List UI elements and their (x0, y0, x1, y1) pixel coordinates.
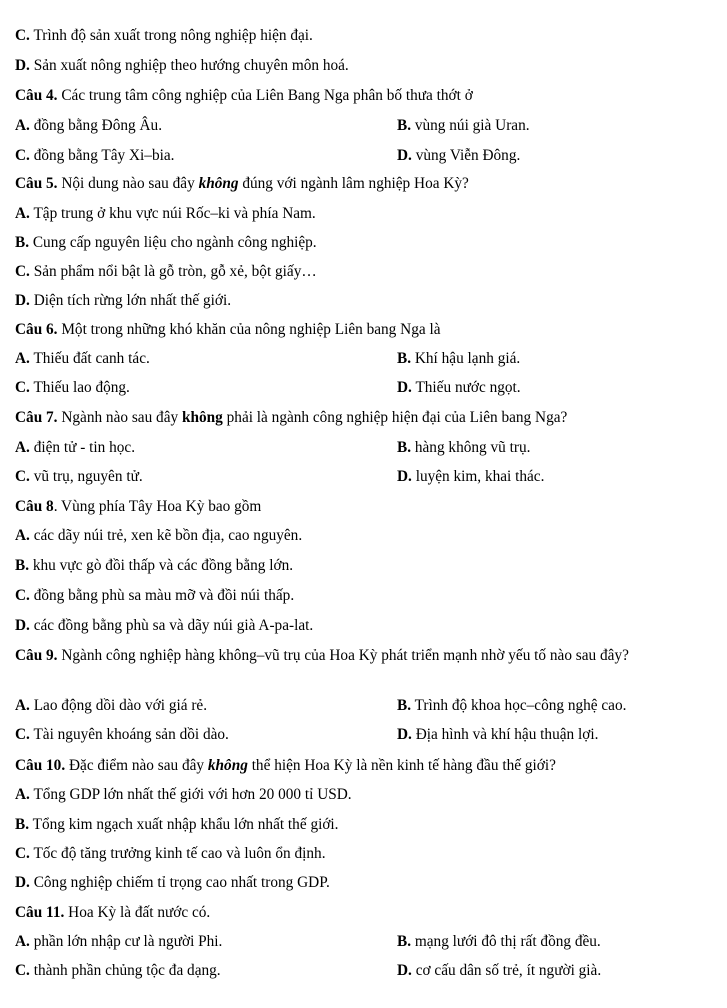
option-text: Lao động dồi dào với giá rẻ. (33, 697, 208, 714)
q9-option-c (15, 725, 229, 745)
option-text: luyện kim, khai thác. (415, 468, 545, 485)
question-text: Đặc điểm nào sau đây (68, 757, 205, 774)
q7-option-b (397, 438, 530, 458)
option-letter: C. (15, 27, 30, 44)
question-10 (15, 756, 556, 776)
q11-option-a (15, 932, 222, 952)
option-text: Sản phẩm nổi bật là gỗ tròn, gỗ xẻ, bột giấy… (33, 263, 317, 280)
q10-option-a (15, 785, 352, 805)
option-text: các dãy núi trẻ, xen kẽ bồn địa, cao nguyên. (33, 527, 303, 544)
option-text: Tổng GDP lớn nhất thế giới với hơn 20 000 tỉ USD. (33, 786, 352, 803)
q11-option-b (397, 932, 601, 952)
option-letter: D. (397, 379, 412, 396)
q4-option-b (397, 116, 530, 136)
q6-option-d (397, 378, 521, 398)
question-label: Câu 9. (15, 647, 58, 664)
q11-option-d (397, 961, 601, 981)
option-letter: B. (397, 439, 412, 456)
option-letter: C. (15, 468, 30, 485)
q8-option-d (15, 616, 313, 636)
q5-option-a (15, 204, 316, 224)
q6-option-a (15, 349, 150, 369)
option-text: hàng không vũ trụ. (414, 439, 531, 456)
option-letter: D. (15, 874, 30, 891)
option-text: các đồng bằng phù sa và dãy núi già A-pa-lat. (33, 617, 314, 634)
q7-option-d (397, 467, 544, 487)
q4-option-a (15, 116, 162, 136)
question-5 (15, 174, 469, 194)
q10-option-b (15, 815, 339, 835)
option-letter: A. (15, 350, 30, 367)
option-letter: D. (397, 147, 412, 164)
option-text: Trình độ sản xuất trong nông nghiệp hiện đại. (33, 27, 313, 44)
question-label: Câu 11. (15, 904, 65, 921)
option-text: Trình độ khoa học–công nghệ cao. (414, 697, 627, 714)
option-letter: B. (15, 816, 30, 833)
option-text: Địa hình và khí hậu thuận lợi. (415, 726, 599, 743)
option-letter: D. (15, 57, 30, 74)
option-text: Thiếu nước ngọt. (415, 379, 521, 396)
option-letter: B. (397, 697, 412, 714)
option-letter: B. (397, 933, 412, 950)
question-text: Nội dung nào sau đây (61, 175, 195, 192)
question-7 (15, 408, 567, 428)
question-text: Hoa Kỳ là đất nước có. (68, 904, 211, 921)
negation-word: không (181, 409, 223, 426)
q5-option-d (15, 291, 231, 311)
option-text: Tốc độ tăng trưởng kinh tế cao và luôn ổn định. (33, 845, 326, 862)
option-letter: D. (397, 468, 412, 485)
question-label: Câu 6. (15, 321, 58, 338)
q9-option-b (397, 696, 626, 716)
q7-option-a (15, 438, 135, 458)
option-text: Thiếu lao động. (33, 379, 130, 396)
option-letter: B. (15, 234, 30, 251)
question-label: Câu 7. (15, 409, 58, 426)
option-text: Cung cấp nguyên liệu cho ngành công nghiệp. (32, 234, 317, 251)
option-letter: C. (15, 845, 30, 862)
option-letter: A. (15, 117, 30, 134)
option-text: mạng lưới đô thị rất đồng đều. (414, 933, 601, 950)
option-letter: D. (397, 962, 412, 979)
option-letter: B. (15, 557, 30, 574)
option-text: thành phần chủng tộc đa dạng. (33, 962, 221, 979)
option-c-prev (15, 26, 313, 46)
option-text: Tài nguyên khoáng sản dồi dào. (33, 726, 229, 743)
question-text: phải là ngành công nghiệp hiện đại của Liên bang Nga? (226, 409, 568, 426)
option-letter: D. (397, 726, 412, 743)
option-letter: A. (15, 697, 30, 714)
option-text: cơ cấu dân số trẻ, ít người già. (415, 962, 602, 979)
question-text: Các trung tâm công nghiệp của Liên Bang Nga phân bố thưa thớt ở (61, 87, 473, 104)
option-text: Khí hậu lạnh giá. (414, 350, 521, 367)
q6-option-c (15, 378, 130, 398)
q8-option-a (15, 526, 302, 546)
option-letter: C. (15, 263, 30, 280)
q8-option-b (15, 556, 293, 576)
question-label: Câu 8 (15, 498, 54, 515)
option-letter: B. (397, 350, 412, 367)
option-text: Tổng kim ngạch xuất nhập khẩu lớn nhất thế giới. (32, 816, 339, 833)
option-letter: B. (397, 117, 412, 134)
question-label: Câu 5. (15, 175, 58, 192)
option-text: Sản xuất nông nghiệp theo hướng chuyên môn hoá. (33, 57, 349, 74)
option-letter: D. (15, 617, 30, 634)
option-text: đồng bằng phù sa màu mỡ và đồi núi thấp. (33, 587, 295, 604)
q8-option-c (15, 586, 294, 606)
question-9 (15, 645, 703, 666)
question-text: thể hiện Hoa Kỳ là nền kinh tế hàng đầu thế giới? (251, 757, 556, 774)
option-letter: A. (15, 933, 30, 950)
option-text: Diện tích rừng lớn nhất thế giới. (33, 292, 232, 309)
q10-option-d (15, 873, 330, 893)
question-6 (15, 320, 441, 340)
option-text: Thiếu đất canh tác. (33, 350, 150, 367)
q10-option-c (15, 844, 326, 864)
option-text: vùng Viễn Đông. (415, 147, 521, 164)
q9-option-a (15, 696, 207, 716)
question-text: Ngành công nghiệp hàng không–vũ trụ của Hoa Kỳ phát triển mạnh nhờ yếu tố nào sau đây? (61, 647, 629, 664)
question-text: đúng với ngành lâm nghiệp Hoa Kỳ? (242, 175, 469, 192)
option-text: khu vực gò đồi thấp và các đồng bằng lớn. (32, 557, 294, 574)
question-text: Một trong những khó khăn của nông nghiệp Liên bang Nga là (61, 321, 441, 338)
q6-option-b (397, 349, 520, 369)
option-letter: D. (15, 292, 30, 309)
q7-option-c (15, 467, 143, 487)
option-letter: C. (15, 962, 30, 979)
option-letter: C. (15, 726, 30, 743)
q9-option-d (397, 725, 598, 745)
q11-option-c (15, 961, 221, 981)
question-11 (15, 903, 210, 923)
negation-word: không (207, 757, 248, 774)
question-text: . Vùng phía Tây Hoa Kỳ bao gồm (53, 498, 262, 515)
option-letter: C. (15, 379, 30, 396)
q5-option-c (15, 262, 317, 282)
option-text: đồng bằng Tây Xi–bia. (33, 147, 175, 164)
option-text: vùng núi già Uran. (414, 117, 530, 134)
option-letter: A. (15, 786, 30, 803)
q4-option-c (15, 146, 174, 166)
question-8 (15, 497, 261, 517)
option-text: điện tử - tin học. (33, 439, 136, 456)
option-letter: A. (15, 205, 30, 222)
option-text: Tập trung ở khu vực núi Rốc–ki và phía Nam. (33, 205, 316, 222)
q4-option-d (397, 146, 520, 166)
negation-word: không (198, 175, 239, 192)
option-letter: A. (15, 439, 30, 456)
option-text: vũ trụ, nguyên tử. (33, 468, 143, 485)
question-4 (15, 86, 473, 106)
option-letter: C. (15, 147, 30, 164)
q5-option-b (15, 233, 317, 253)
option-letter: C. (15, 587, 30, 604)
option-text: Công nghiệp chiếm tỉ trọng cao nhất trong GDP. (33, 874, 330, 891)
question-text: Ngành nào sau đây (61, 409, 179, 426)
option-d-prev (15, 56, 349, 76)
question-label: Câu 4. (15, 87, 58, 104)
option-letter: A. (15, 527, 30, 544)
question-label: Câu 10. (15, 757, 66, 774)
option-text: đồng bằng Đông Âu. (33, 117, 163, 134)
option-text: phần lớn nhập cư là người Phi. (33, 933, 223, 950)
